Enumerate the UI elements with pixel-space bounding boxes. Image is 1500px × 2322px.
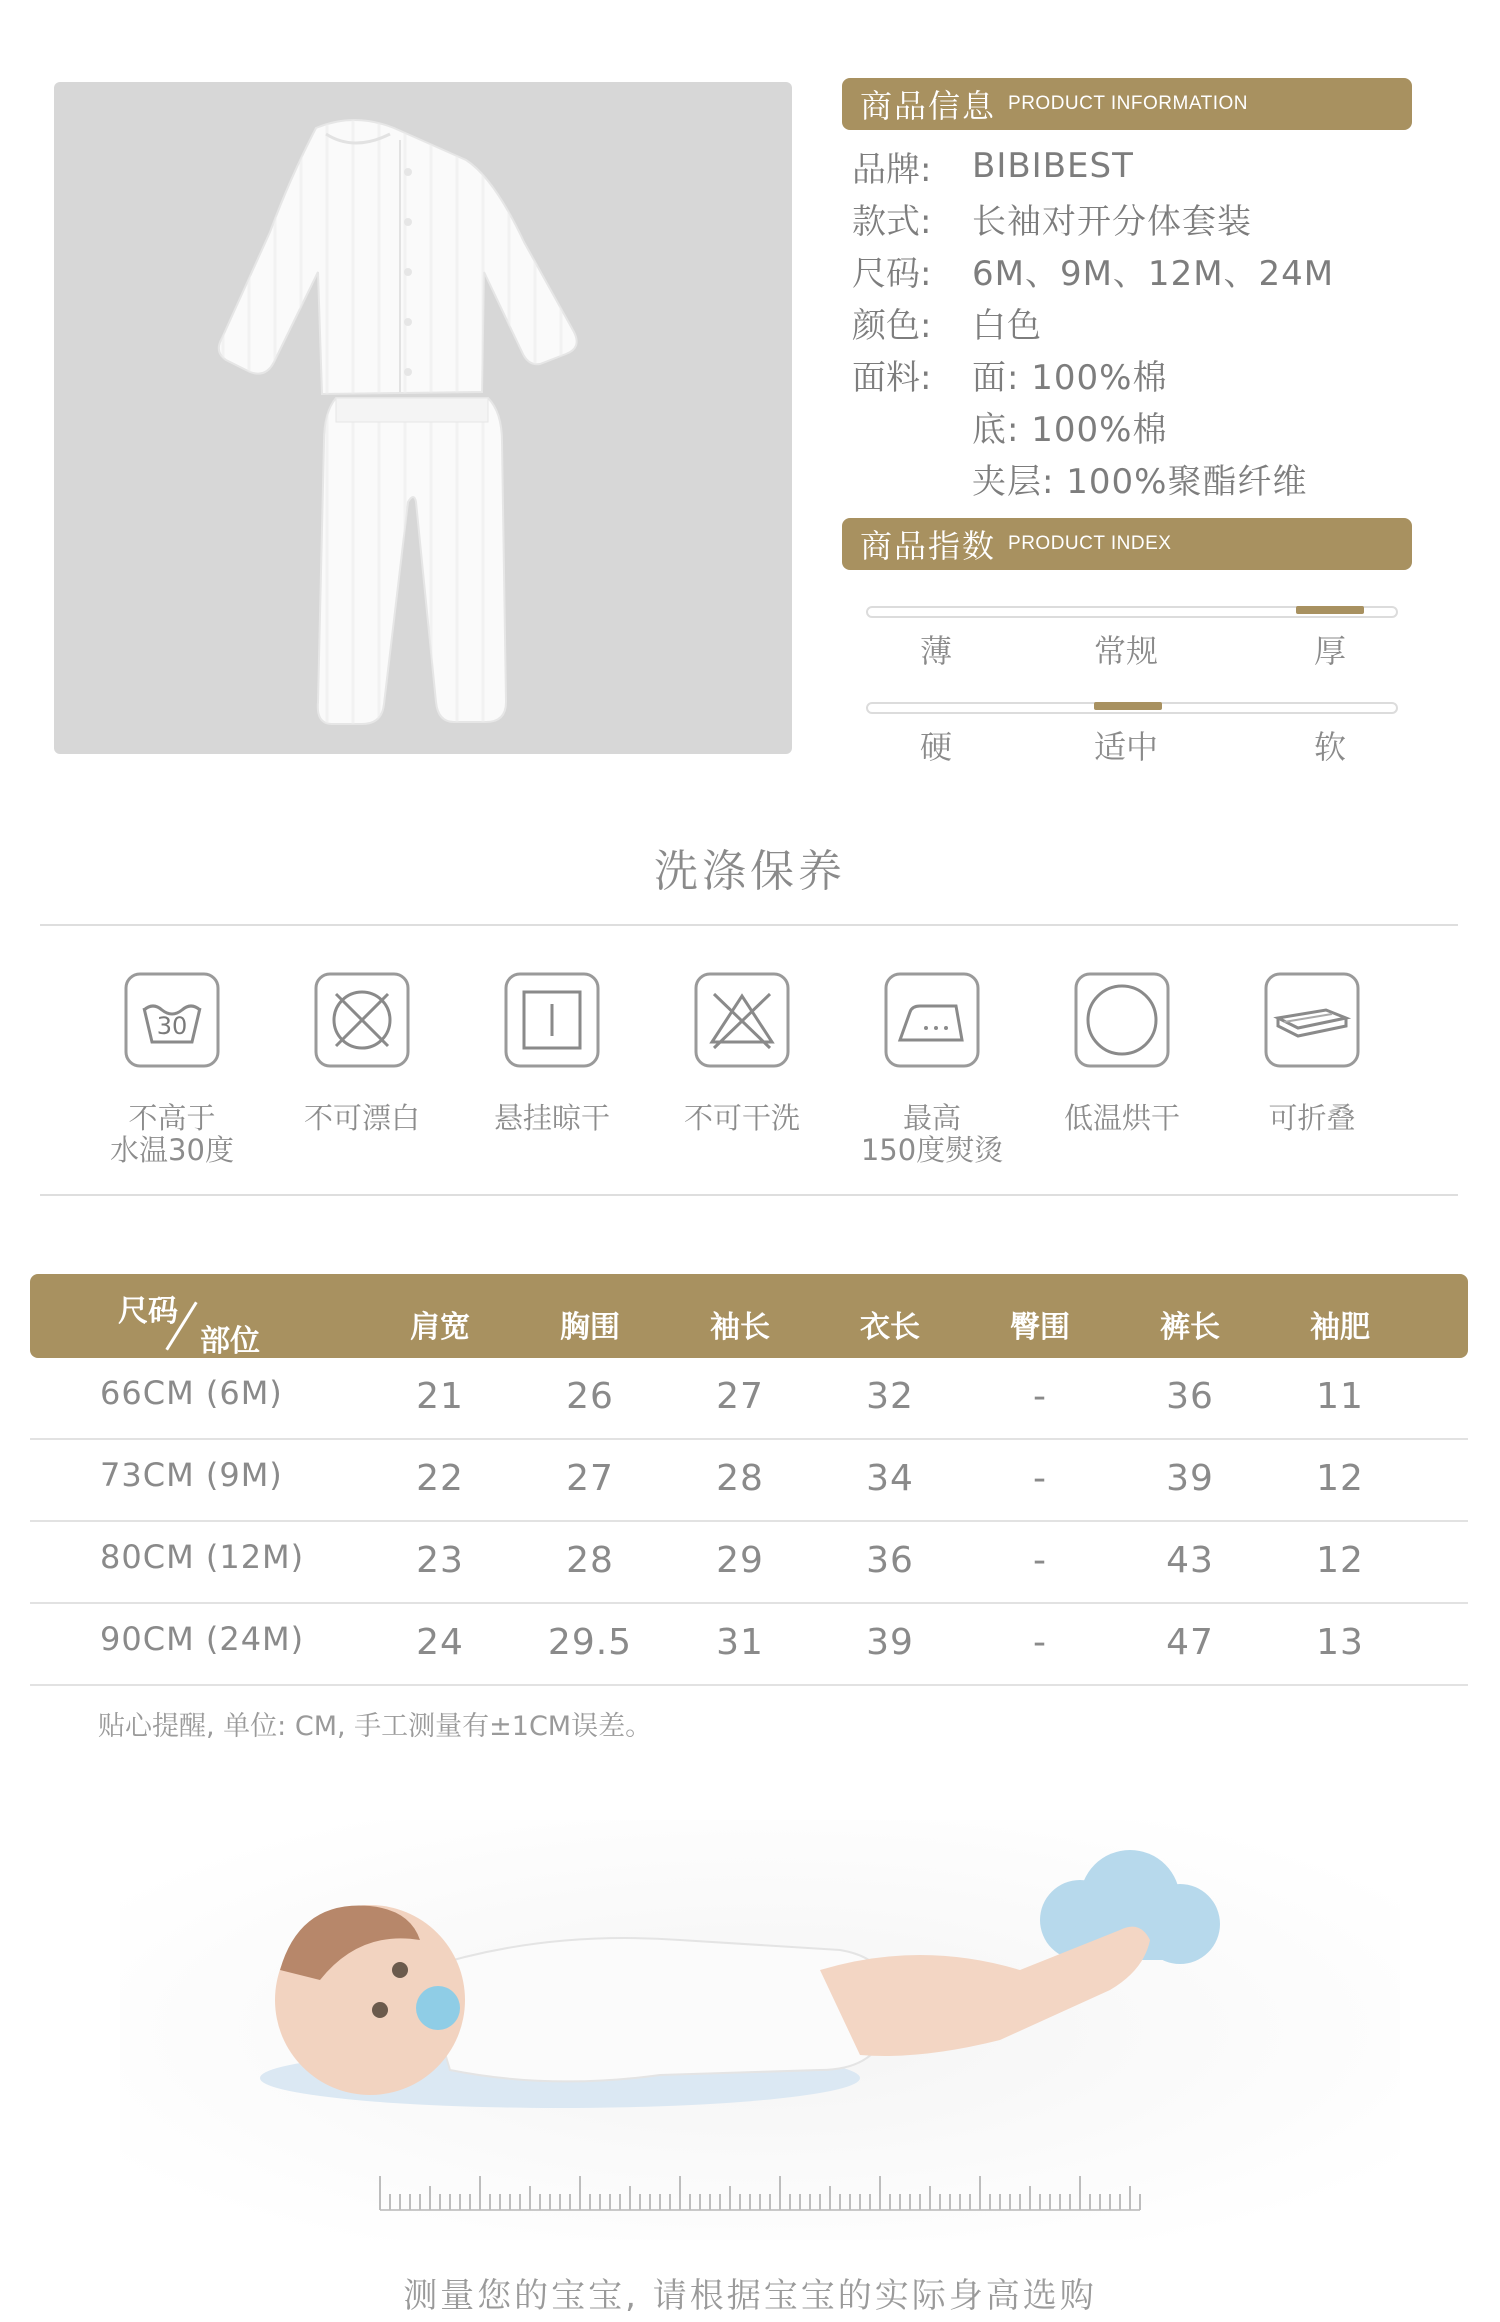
header-hip: 臀围 — [1010, 1310, 1070, 1345]
care-title: 洗涤保养 — [654, 846, 846, 897]
product-index-subtitle: PRODUCT INDEX — [1008, 533, 1172, 554]
softness-index — [866, 702, 1398, 766]
care-item-no-bleach — [272, 970, 452, 1134]
care-item-hang-dry — [462, 970, 642, 1134]
care-item-foldable — [1222, 970, 1402, 1134]
info-value: 白色 — [972, 305, 1042, 346]
baby-measure-image — [120, 1820, 1400, 2240]
cell-chest: 28 — [566, 1540, 614, 1581]
softness-labels — [866, 714, 1398, 766]
softness-track — [866, 702, 1398, 714]
cell-sleeve: 28 — [716, 1458, 764, 1499]
cell-sleeve-width: 12 — [1316, 1458, 1364, 1499]
product-index-header — [842, 518, 1412, 570]
info-value: 底: 100%棉 — [972, 409, 1168, 450]
care-label-iron: 最高 150度熨烫 — [860, 1101, 1004, 1167]
header-size: 尺码 — [118, 1294, 178, 1329]
care-label-tumble-dry: 低温烘干 — [1063, 1101, 1180, 1135]
cell-length: 36 — [866, 1540, 914, 1581]
info-row-style — [852, 192, 1432, 244]
baby-illustration — [120, 1820, 1400, 2240]
cell-length: 34 — [866, 1458, 914, 1499]
row-size: 66CM (6M) — [100, 1374, 283, 1412]
care-bottom-divider — [40, 1194, 1458, 1196]
baby-caption: 测量您的宝宝, 请根据宝宝的实际身高选购 — [403, 2276, 1097, 2316]
header-shoulder: 肩宽 — [410, 1310, 470, 1345]
softness-label-hard: 硬 — [919, 728, 953, 766]
cell-sleeve-width: 12 — [1316, 1540, 1364, 1581]
thickness-label-regular: 常规 — [1093, 632, 1159, 670]
info-key: 面料: — [852, 357, 932, 398]
info-value: 夹层: 100%聚酯纤维 — [972, 461, 1308, 502]
header-sleeve: 袖长 — [710, 1310, 770, 1345]
size-table-header — [30, 1274, 1468, 1358]
thickness-label-thick: 厚 — [1313, 632, 1347, 670]
cell-shoulder: 22 — [416, 1458, 464, 1499]
cell-sleeve: 29 — [716, 1540, 764, 1581]
info-row-fabric — [852, 348, 1432, 400]
wash-30-icon — [122, 970, 222, 1070]
cell-pants-length: 47 — [1166, 1622, 1214, 1663]
header-pants-length: 裤长 — [1160, 1310, 1220, 1345]
cell-chest: 27 — [566, 1458, 614, 1499]
table-row — [30, 1604, 1468, 1686]
care-item-no-dry-clean — [652, 970, 832, 1134]
softness-label-soft: 软 — [1313, 728, 1347, 766]
table-row — [30, 1440, 1468, 1522]
header-sleeve-width: 袖肥 — [1310, 1310, 1370, 1345]
softness-marker — [1094, 702, 1162, 710]
cell-chest: 26 — [566, 1376, 614, 1417]
care-item-tumble-dry — [1032, 970, 1212, 1134]
cell-pants-length: 39 — [1166, 1458, 1214, 1499]
tumble-dry-low-icon — [1072, 970, 1172, 1070]
softness-label-medium: 适中 — [1093, 728, 1159, 766]
cell-sleeve: 31 — [716, 1622, 764, 1663]
care-label-foldable: 可折叠 — [1268, 1101, 1356, 1135]
thickness-label-thin: 薄 — [919, 632, 953, 670]
info-row-fabric-interlayer — [852, 452, 1432, 504]
header-chest: 胸围 — [560, 1310, 620, 1345]
size-table-note: 贴心提醒, 单位: CM, 手工测量有±1CM误差。 — [98, 1711, 653, 1742]
cell-hip: - — [1033, 1540, 1047, 1581]
iron-icon — [882, 970, 982, 1070]
product-info-title: 商品信息 — [860, 87, 997, 125]
info-row-color — [852, 296, 1432, 348]
row-size: 90CM (24M) — [100, 1620, 305, 1658]
product-photo — [54, 82, 792, 754]
info-key: 款式: — [852, 201, 932, 242]
care-top-divider — [40, 924, 1458, 926]
table-row — [30, 1358, 1468, 1440]
cell-chest: 29.5 — [547, 1622, 633, 1663]
foldable-icon — [1262, 970, 1362, 1070]
cell-hip: - — [1033, 1458, 1047, 1499]
cell-sleeve-width: 13 — [1316, 1622, 1364, 1663]
product-info-header — [842, 78, 1412, 130]
info-key: 颜色: — [852, 305, 932, 346]
header-part: 部位 — [200, 1324, 260, 1359]
cell-sleeve-width: 11 — [1316, 1376, 1364, 1417]
header-length: 衣长 — [860, 1310, 920, 1345]
cell-hip: - — [1033, 1376, 1047, 1417]
thickness-index — [866, 606, 1398, 670]
info-value: BIBIBEST — [972, 146, 1134, 186]
baby-outfit-illustration — [54, 82, 792, 754]
info-value: 6M、9M、12M、24M — [972, 253, 1335, 294]
cell-length: 32 — [866, 1376, 914, 1417]
thickness-labels — [866, 618, 1398, 670]
hang-dry-icon — [502, 970, 602, 1070]
cell-pants-length: 43 — [1166, 1540, 1214, 1581]
info-row-brand — [852, 140, 1432, 192]
row-size: 80CM (12M) — [100, 1538, 305, 1576]
care-item-wash — [82, 970, 262, 1166]
wash-temperature: 30 — [156, 1012, 188, 1040]
product-info-list — [852, 140, 1432, 504]
info-value: 面: 100%棉 — [972, 357, 1168, 398]
row-size: 73CM (9M) — [100, 1456, 283, 1494]
cell-length: 39 — [866, 1622, 914, 1663]
table-row — [30, 1522, 1468, 1604]
cell-shoulder: 24 — [416, 1622, 464, 1663]
cell-pants-length: 36 — [1166, 1376, 1214, 1417]
info-value: 长袖对开分体套装 — [972, 201, 1252, 242]
cell-shoulder: 21 — [416, 1376, 464, 1417]
product-index-title: 商品指数 — [860, 527, 997, 565]
cell-hip: - — [1033, 1622, 1047, 1663]
thickness-marker — [1296, 606, 1364, 614]
care-item-iron — [842, 970, 1022, 1166]
cell-shoulder: 23 — [416, 1540, 464, 1581]
cell-sleeve: 27 — [716, 1376, 764, 1417]
thickness-track — [866, 606, 1398, 618]
no-dry-clean-icon — [692, 970, 792, 1070]
care-label-wash: 不高于 水温30度 — [110, 1101, 234, 1167]
info-row-fabric-lining — [852, 400, 1432, 452]
product-info-subtitle: PRODUCT INFORMATION — [1008, 93, 1248, 114]
info-row-size — [852, 244, 1432, 296]
care-label-no-bleach: 不可漂白 — [303, 1101, 420, 1135]
info-key: 尺码: — [852, 253, 932, 294]
care-label-hang-dry: 悬挂晾干 — [493, 1101, 610, 1135]
no-bleach-icon — [312, 970, 412, 1070]
care-label-no-dry-clean: 不可干洗 — [683, 1101, 800, 1135]
info-key: 品牌: — [852, 149, 932, 190]
